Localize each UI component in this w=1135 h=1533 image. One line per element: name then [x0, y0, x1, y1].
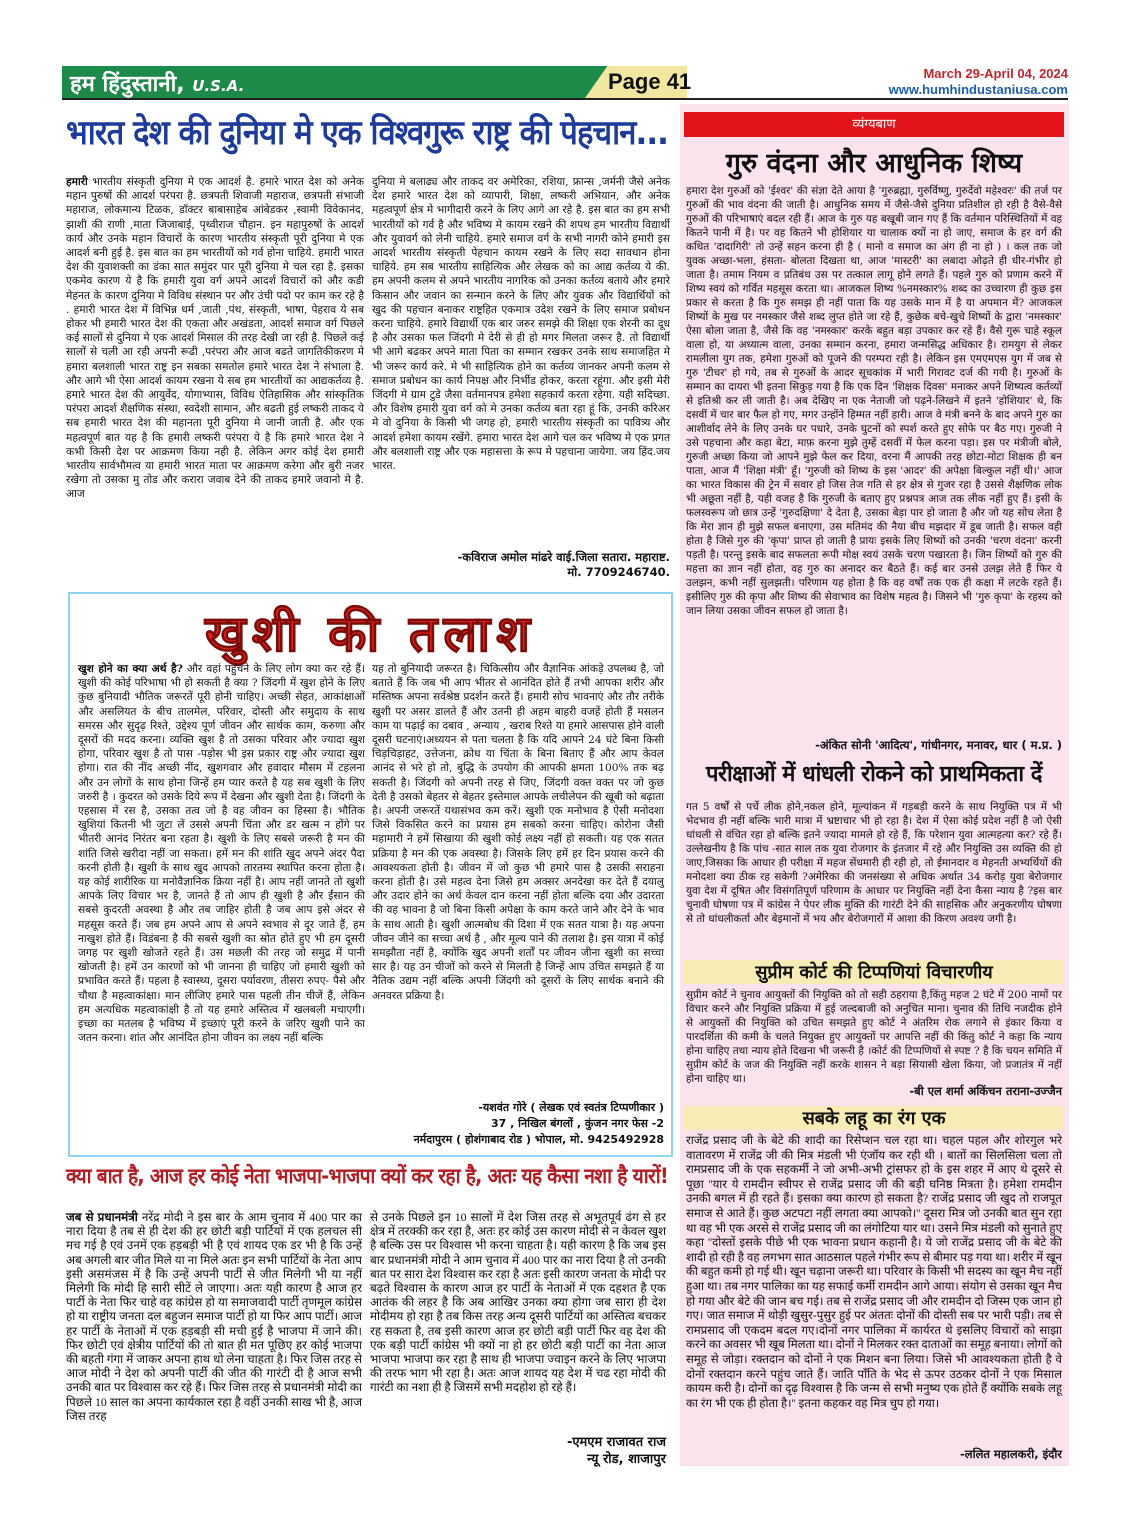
author: -एमएम राजावत राज: [566, 1435, 666, 1450]
article-title-wrap: [66, 108, 672, 154]
article-title: सुप्रीम कोर्ट की टिप्पणियां विचारणीय: [755, 962, 993, 983]
byline: [370, 1434, 666, 1468]
article-title: क्या बात है, आज हर कोई नेता भाजपा-भाजपा क्यों कर रहा है, अतः यह कैसा नशा है यारों!: [66, 1164, 668, 1188]
byline: [372, 1100, 664, 1148]
issue-date: March 29-April 04, 2024: [923, 66, 1068, 81]
author: -यशवंत गोरे ( लेखक एवं स्वतंत्र टिप्पणीकार ): [478, 1101, 664, 1114]
article-text: राजेंद्र प्रसाद जी के बेटे की शादी का रिसेप्शन चल रहा था। चहल पहल और शोरगुल भरे वातावरण में राजेंद्र जी की मित्र मंडली भी एंजॉय कर रही थी । बातों का सिलसिला चला तो रामप्रसाद जी के एक सहकर्मी ने जो अभी-अभी ट्रांसफर हो के इस शहर में आए थे दूसरे से पूछा ''यार ये रामदीन स्वीपर से राजेंद्र प्रसाद जी की बड़ी घनिष्ठ मित्रता है। हमेशा रामदीन उनकी बगल में ही रहते हैं। इसका क्या कारण हो सकता है? राजेंद्र प्रसाद जी खुद तो राजपूत समाज से आते हैं। कुछ अटपटा नहीं लगता क्या आपको।'' दूसरा मित्र जो उनकी बात सुन रहा था वह भी एक अरसे से राजेंद्र प्रसाद जी का लंगोटिया यार था। उसने मित्र मंडली को सुनाते हुए कहा ''दोस्तों इसके पीछे भी एक भावना प्रधान कहानी है। ये जो राजेंद्र प्रसाद जी के बेटे की शादी हो रही है वह लगभग सात आठसाल पहले गंभीर रूप से बीमार पड़ गया था। शरीर में खून की बहुत कमी हो गई थी। खून चढ़ाना जरूरी था। परिवार के किसी भी सदस्य का खून मैच नहीं हुआ था। तब नगर पालिका का यह सफाई कर्मी रामदीन आगे आया। संयोग से उसका खून मैच हो गया और बेटे की जान बच गई। तब से राजेंद्र प्रसाद जी और रामदीन दो जिस्म एक जान हो गए। जात समाज में थोड़ी खुसुर-पुसुर हुई पर अंततः दोनों की दोस्ती सब पर भारी पड़ी। तब से रामप्रसाद जी एकदम बदल गए।दोनों नगर पालिका में कार्यरत थे इसलिए विचारों को साझा करने का अवसर भी खूब मिलता था। दोनों ने मिलकर रक्त दाताओं का समूह बनाया। लोगों को समूह से जोड़ा। रक्तदान को दोनों ने एक मिशन बना लिया। जिसे भी आवश्यकता होती है वे दोनों रक्तदान करने पहुंच जाते हैं। जाति पाँति के भेद से ऊपर उठकर दोनों ने एक मिसाल कायम करी है। दोनों का दृढ़ विश्वास है कि जन्म से सभी मनुष्य एक होते हैं क्योंकि सबके लहू का रंग भी एक ही होता है।'' इतना कहकर वह मित्र चुप हो गया।: [686, 1134, 1062, 1410]
article-text: सुप्रीम कोर्ट ने चुनाव आयुक्तों की नियुक्ति को तो सही ठहराया है,किंतु महज 2 घंटे में 200 नामों पर विचार करने और नियुक्ति प्रक्रिया में हुई जल्दबाजी को अनुचित माना। चुनाव की तिथि नजदीक होने से आयुक्तों की नियुक्ति को उचित समझते हुए कोर्ट ने अंतरिम रोक लगाने से इंकार किया व पारदर्शिता की कमी के चलते नियुक्त हुए आयुक्तों पर आपत्ति नहीं की किंतु कोर्ट ने कहा कि न्याय होना चाहिए तथा न्याय होते दिखना भी जरूरी है ।कोर्ट की टिप्पणियों से स्पष्ट ? है कि चयन समिति में सुप्रीम कोर्ट के जज की नियुक्ति नहीं करके शासन ने बड़ा सियासी खेला किया, जो प्रजातंत्र में नहीं होना चाहिए था।: [686, 989, 1062, 1085]
byline: -बी एल शर्मा अकिंचन तराना-उज्जैन: [909, 1084, 1062, 1098]
author-contact: नर्मदापुरम ( होशंगाबाद रोड ) भोपाल, मो. 9425492928: [413, 1133, 664, 1146]
article-title-wrap: [684, 1106, 1064, 1130]
article-title: खुशी की तलाश: [204, 605, 537, 663]
article-column: [370, 1210, 666, 1423]
article-title: सबके लहू का रंग एक: [802, 1108, 946, 1129]
section-label: व्यंग्यबाण: [684, 112, 1064, 137]
byline: -अंकित सोनी 'आदित्य', गांधीनगर, मनावर, धार ( म.प्र. ): [815, 738, 1062, 752]
article-text: गत 5 वर्षों से पर्चे लीक होने,नकल होने, मूल्यांकन में गड़बड़ी करने के साथ नियुक्ति पत्र में भी भेदभाव ही नहीं बल्कि भारी मात्रा में भ्रष्टाचार भी हो रहा है। देश में ऐसा कोई प्रदेश नहीं है जो ऐसी धांधली से वंचित रहा हो बल्कि इतने ज्यादा मामले हो रहे हैं, कि परेशान युवा आत्महत्या कर? रहे हैं। उल्लेखनीय है कि पांच -सात साल तक युवा रोजगार के इंतजार में रहे और नियुक्ति उस व्यक्ति की हो जाए,जिसका कि आधार ही परीक्षा में महज सेंधमारी ही रही हो, तो ईमानदार व मेहनती अभ्यर्थियों की मनोदशा क्या ठीक रह सकेगी ?अमेरिका की जनसंख्या से अधिक अर्थात 34 करोड़ युवा बेरोजगार युवा देश में दूषित और विसंगतिपूर्ण परिणाम के आधार पर नियुक्ति नहीं देना कैसा न्याय है ?इस बार चुनावी घोषणा पत्र में कांग्रेस ने पेपर लीक मुक्ति की गारंटी देने की साहसिक और अनुकरणीय घोषणा से तो धांधलीकर्ता और बेइमानों में भय और बेरोजगारों में आशा की किरण अवश्य जगी है।: [686, 801, 1062, 925]
brand-suffix: U.S.A.: [192, 77, 245, 95]
article-title-wrap: [68, 598, 673, 666]
article-text: दुनिया मे बलाढ्य और ताकद वर अमेरिका, रशिया, फ्रान्स ,जर्मनी जैसे अनेक देश हमारे भारत देश को व्यापारी, शिक्षा, लष्करी अभियान, और अनेक महत्वपूर्ण क्षेत्र मे भागीदारी करने के लिए आगे आ रहे है. इस बात का हम सभी भारतीयों को गर्व है और भविष्य मे कायम रखने की शपथ हम भारतीय विद्यार्थी और युवावर्ग को लेनी चाहिये. हमारे समाज वर्ग के सभी नागरी कोने हमारी इस आदर्श भारतीय संस्कृती पेहचान कायम रखने के लिए सदा सावधान होना चाहिये. हम सब भारतीय साहित्यिक और लेखक को का आद्य कर्तव्य ये की. हम अपनी कलम से अपने भारतीय नागरिक को उनका कर्तव्य बताये और हमारे किसान और जवान का सन्मान करने के लिए और युवक और विद्यार्थियों को खुद की पहचान बनाकर राष्ट्रहित एकमात्र उदेश रखने के लिए समाज प्रबोधन करना चाहिये. हमारे विद्यार्थी एक बार जरुर समझे की शिक्षा एक शेरनी का दूध है और उसका फल जिंदगी मे देरी से ही हो मगर मिलता जरूर है. तो विद्यार्थी भी आगे बढकर अपने माता पिता का सम्मान रखकर उनके साथ समाजहित मे भी जरूर कार्य करे. मे भी साहित्यिक होने का कर्तव्य जानकर अपनी कलम से समाज प्रबोधन का कार्य निपक्ष और निर्भीड होकर, करता रहूंगा. और इसी मेरी जिंदगी मे ग्राम टुडे जैसा वर्तमानपत्र हमेशा सहकार्य करता रहेगा. यही सदिच्छा. और विशेष हमारी युवा वर्ग को मे उनका कर्तव्य बता रहा हूं कि, उनकी करिअर मे वो दुनिया के किसी भी जगह हो, हमारी भारतीय संस्कृती का पावित्र्य और आदर्श हमेशा कायम रखेंगे. हमारा भारत देश आगे चल कर भविष्य मे एक प्रगत और बलशाली राष्ट्र और एक महासत्ता के रूप मे पहचाना जायेगा. जय हिंद.जय भारत.: [372, 176, 670, 473]
page-number: Page 41: [608, 69, 692, 94]
article-title: भारत देश की दुनिया मे एक विश्वगुरू राष्ट्र की पेहचान...: [66, 113, 668, 153]
article-text: भारतीय संस्कृती दुनिया मे एक आदर्श है. हमारे भारत देश को अनेक महान पुरुषों की आदर्श परंपरा है. छत्रपती शिवाजी महाराज, छत्रपती संभाजी महाराज, लोकमान्य टिळक, डॉक्टर बाबासाहेब आंबेडकर ,स्वामी विवेकानंद, झाशी की राणी ,माता जिजाबाई, पृथ्वीराज चौहान. इन महापुरुषों के आदर्श कार्य और उनके महान विचारों के कारण भारतीय संस्कृती पूरी दुनिया मे एक आदर्श बनी हुई है. इस बात का हम भारतीयों को गर्व होना चाहिये. हमारी भारत देश की युवाशक्ती का डंका सात समुंदर पार पूरी दुनिया मे चल रहा है. इसका एकमेव कारण ये है कि हमारी युवा वर्ग अपने आदर्श विचारों को और कडी मेहनत के कारण दुनिया मे विविध संस्थान पर और उंची पदो पर काम कर रहे है . हमारी भारत देश में विभिन्न धर्म ,जाती ,पंथ, संस्कृती, भाषा, पेहराव ये सब होकर भी हमारी भारत देश की एकता और अखंडता, आदर्श समाज वर्ग पिछले कई सालों से दुनिया मे एक आदर्श मिसाल की तरह देखी जा रही है. पिछले कई सालों से चली आ रही अपनी रूढी ,परंपरा और आज बढते जागतिकीकरण मे हमारा बलशाली भारत राष्ट्र इन सबका समतोल हमारे भारत देश ने संभाला है. और आगे भी ऐसा आदर्श कायम रखना ये सब हम भारतीयों का आद्यकर्तव्य है. हमारे भारत देश की आयुर्वेद, योगाभ्यास, विविध ऐतिहासिक और सांस्कृतिक परंपरा आदर्श शैक्षणिक संस्था, स्वदेशी सामान, और बढती हुई लष्करी ताकद ये सब हमारी भारत देश की महानता पूरी दुनिया मे जानी जाती है. और एक महत्वपूर्ण बात यह है कि हमारी लष्करी परंपरा ये है कि हमारे भारत देश ने कभी किसी देश पर आक्रमण किया नही है. लेकिन अगर कोई देश हमारी भारतीय सार्वभौमत्व या हमारी भारत माता पर आक्रमण करेगा और बुरी नजर रखेगा तो उसका मु तोड और करारा जवाब देने की ताकद हमारे जवानो मे है. आज: [66, 176, 364, 501]
masthead-title: [70, 68, 244, 98]
article-text: हमारा देश गुरुओं को 'ईश्वर' की संज्ञा देते आया है 'गुरुब्रह्मा, गुरुर्विष्णु, गुरुर्देवो महेश्वरः' की तर्ज पर गुरुओं की भाव वंदना की जाती है। आधुनिक समय में जैसे-जैसे दुनिया प्रतिशील हो रही है वैसे-वैसे गुरुओं की परिभाषाएं बदल रही हैं। आज के गुरु यह बखूबी जान गए हैं कि वर्तमान परिस्थितियों में वह कितने पानी में है। पर वह कितने भी होशियार या चालाक क्यों ना हो जाए, समाज के हर वर्ग की कथित 'दादागिरी' तो उन्हें सहन करना ही है ( मानो व समाज का अंग ही ना हो ) । कल तक जो युवक अच्छा-भला, हंसता- बोलता दिखता था, आज 'मास्टरी' का लबादा ओढ़ते ही धीर-गंभीर हो जाता है। तमाम नियम व प्रतिबंध उस पर तत्काल लागू होने लगते हैं। पहले गुरु को प्रणाम करने में शिष्य स्वयं को गर्वित महसूस करता था। आजकल शिष्य %नमस्कार% शब्द का उच्चारण ही कुछ इस प्रकार से करता है कि गुरु समझ ही नहीं पाता कि यह उसके मान में है या अपमान में? आजकल शिष्यों के मुख पर नमस्कार जैसे शब्द लुप्त होते जा रहे हैं, कुछेक बचे-खुचे शिष्यों के द्वारा 'नमस्कार' ऐसा बोला जाता है, जैसे कि वह 'नमस्कार' करके बहुत बड़ा उपकार कर रहे हैं। वैसे गुरू चाहे स्कूल वाला हो, या अध्यात्म वाला, उनका सम्मान करना, हमारा जन्मसिद्ध अधिकार है। रामयुग से लेकर रामलीला युग तक, हमेशा गुरुओं को पूजने की परम्परा रही है। लेकिन इस एमएमएस युग में जब से गुरु 'टीचर' हो गये, तब से गुरुओं के आदर सूचकांक में भारी गिरावट दर्ज की गयी है। गुरुओं के सम्मान का दायरा भी इतना सिकुड़ गया है कि एक दिन 'शिक्षक दिवस' मनाकर अपने शिष्यत्व कर्तव्यों से इतिश्री कर ली जाती है। अब देखिए ना एक नेताजी जो पढ़ने-लिखने में इतने 'होशियार' थे, कि दसवीं में चार बार फैल हो गए, मगर उन्होंने हिम्मत नहीं हारी। आज वे मंत्री बनने के बाद अपने गुरु का आशीर्वाद लेने के लिए उनके घर पधारे, उनके घुटनों को स्पर्श करते हुए सोफे पर बैठ गए। गुरुजी ने उसे पहचाना और कहा बेटा, माफ़ करना मुझे तुम्हें दसवीं में फेल करना पड़ा। इस पर मंत्रीजी बोले, गुरुजी अच्छा किया जो आपने मुझे फेल कर दिया, वरना मैं आपकी तरह छोटा-मोटा शिक्षक ही बन पाता, आज मैं 'शिक्षा मंत्री' हूँ। 'गुरुजी को शिष्य के इस 'आदर' की अपेक्षा बिल्कुल नहीं थी।' आज का भारत विकास की ट्रेन में सवार हो जिस तेज गति से हर क्षेत्र से गुजर रहा है उससे शैक्षणिक लोक भी अछूता नहीं है, यही वजह है कि गुरुजी के बताए हुए प्रश्नपत्र आज तक लीक नहीं हुए हैं। इसी के फलस्वरूप जो छात्र उन्हें 'गुरुदक्षिणा' दे देता है, उसका बेड़ा पार हो जाता है और जो यह सोच लेता है कि मेरा ज्ञान ही मुझे सफल बनाएगा, उस मतिमंद की नैया बीच मझदार में डूब जाती है। सफल वही होता है जिसे गुरु की 'कृपा' प्राप्त हो जाती है प्रायः इसके लिए शिष्यों को उनकी 'चरण वंदना' करनी पड़ती है। परन्तु इसके बाद सफलता रूपी मोक्ष स्वयं उसके चरण पखारता है। जिन शिष्यों को गुरु की महत्ता का ज्ञान नहीं होता, वह गुरु का अनादर कर बैठते हैं। कई बार उनसे उलझ लेते हैं फिर ये उलझन, कभी नहीं सुलझती। परिणाम यह होता है कि वह वर्षों तक एक ही कक्षा में लटके रहते हैं। इसीलिए गुरु की कृपा और शिष्य की सेवाभाव का विशेष महत्व है। जिसने भी 'गुरु कृपा' के रहस्य को जान लिया उसका जीवन सफल हो जाता है।: [686, 185, 1062, 617]
byline: [372, 550, 670, 580]
article-title: गुरु वंदना और आधुनिक शिष्य: [725, 148, 1023, 179]
article-title-wrap: [684, 960, 1064, 984]
lead-phrase: खुश होने का क्या अर्थ है?: [78, 663, 183, 675]
author-phone: मो. 7709246740.: [567, 565, 670, 579]
article-title-wrap: [684, 758, 1064, 788]
article-column: [78, 662, 365, 1145]
article-title-wrap: [684, 143, 1064, 180]
author-address: 37 , निखिल बंगलों , कुंजन नगर फेस -2: [491, 1117, 664, 1130]
article-text: से उनके पिछले इन 10 सालों में देश जिस तरह से अभूतपूर्व ढंग से हर क्षेत्र में तरक्की कर रहा है, अतः हर कोई उस कारण मोदी से न केवल खुश है बल्कि उस पर विश्वास भी करना चाहता है। यही कारण है कि जब इस बार प्रधानमंत्री मोदी ने आम चुनाव में 400 पार का नारा दिया है तो उनकी बात पर सारा देश विश्वास कर रहा है अतः इसी कारण जनता के मोदी पर बढ़ते विश्वास के कारण आज हर पार्टी के नेताओं में एक दहशत है एक आतंक की लहर है कि अब आखिर उनका क्या होगा जब सारा ही देश मोदीमय हो रहा है तब किस तरह अन्य दूसरी पार्टियों का अस्तित्व बचकर रह सकता है, तब इसी कारण आज हर छोटी बड़ी पार्टी फिर वह देश की एक बड़ी पार्टी कांग्रेस भी क्यों ना हो हर छोटी बड़ी पार्टी का नेता आज भाजपा भाजपा कर रहा है साथ ही भाजपा ज्वाइन करने के लिए भाजपा की तरफ भाग भी रहा है। अतः आज शायद यह देश में चढ रहा मोदी की गारंटी का नशा ही है जिसमें सभी मदहोश हो रहे हैं।: [370, 1210, 666, 1395]
lead-word: हमारी: [66, 176, 88, 188]
article-column: [372, 175, 670, 545]
author: -कविराज अमोल मांढरे वाई.जिला सतारा. महाराष्ट.: [457, 550, 670, 564]
author-address: न्यू रोड, शाजापुर: [587, 1452, 666, 1467]
article-text: और वहां पहुंचने के लिए लोग क्या कर रहे हैं। खुशी की कोई परिभाषा भी हो सकती है क्या ? जिंदगी में खुश होने के लिए कुछ बुनियादी भौतिक जरूरतें पूरी होनी चाहिए। अच्छी सेहत, आकांक्षाओं और असलियत के बीच तालमेल, परिवार, दोस्ती और समुदाय के साथ समरस और सुदृढ़ रिश्ते, उद्देश्य पूर्ण जीवन और सार्थक काम, करुणा और दूसरों की मदद करना। व्यक्ति खुश है तो उसका परिवार और ज्यादा खुश होगा, परिवार खुश है तो पास -पड़ोस भी इस प्रकार राष्ट्र और ज्यादा खुश होगा। रात की नींद अच्छी नींद, खुशगवार और हवादार मौसम में टहलना और उन लोगों के साथ होना जिन्हें हम प्यार करते है यह सब खुशी के लिए जरुरी है । कुदरत को उसके दिये रूप में देखना और खुशी देता है। जिंदगी के एहसास में रस है, उसका तत्व जो है वह जीवन का हिस्सा है। भौतिक खुशियां कितनी भी जुटा लें उससे अपनी चिंता और डर खत्म न होंगे पर भीतरी आनंद निरंतर बना रहता है। खुशी के लिए सबसे जरूरी है मन की शांति जिसे खरीदा नहीं जा सकता। हमें मन की शांति खुद अपने अंदर पैदा करनी होती है। खुशी के साथ खुद आपको तारतम्य स्थापित करना होता है। यह कोई शारीरिक या मनोवैज्ञानिक क्रिया नहीं है। आप नहीं जानते तो खुशी आपके लिए विचार भर है, जानते हैं तो आप ही खुशी है और ईंसान की सबसे कुदरती अवस्था है और तब जाहिर होती है जब आप इसे अंदर से महसूस करते हैं। जब हम अपने आप से अपने स्वभाव से दूर जाते हैं, हम नाखुश होते हैं। विडंबना है की सबसे खुशी का स्रोत होते हुए भी हम दूसरी जगह पर खुशी खोजते रहते हैं। उस मछली की तरह जो समुद्र में पानी खोजती है। हमें उन कारणों को भी जानना ही चाहिए जो हमारी खुशी को प्रभावित करते हैं। पहला है स्वास्थ्य, दूसरा पर्यावरण, तीसरा रुपए- पैसे और चौथा है महत्वाकांक्षा। मान लीजिए हमारे पास पहली तीन चीजें हैं, लेकिन हम अत्यधिक महत्वाकांक्षी है तो यह हमारे अस्तित्व में खलबली मचाएगी। इच्छा का मतलब है भविष्य में इच्छाएं पूरी करने के जरिए खुशी पाने का जतन करना। शांत और आनंदित होना जीवन का लक्ष्य नहीं बल्कि: [78, 663, 365, 1045]
article-column: [66, 1210, 362, 1485]
article-column: [372, 662, 664, 1088]
website-link[interactable]: www.humhindustaniusa.com: [888, 82, 1068, 97]
article-title-wrap: [66, 1162, 672, 1190]
byline: -ललित महालकरी, इंदौर: [960, 1447, 1062, 1461]
article-text: यह तो बुनियादी जरूरत है। चिकित्सीय और वैज्ञानिक आंकड़े उपलब्ध है, जो बताते हैं कि जब भी आप भीतर से आनंदित होते हैं तभी आपका शरीर और मस्तिष्क अपना सर्वश्रेष्ठ प्रदर्शन करते हैं। हमारी सोच भावनाएं और तौर तरीके खुशी पर असर डालते हैं और उतनी ही अहम बाहरी वजहें होती हैं मसलन काम या पढ़ाई का दबाव , अन्याय , खराब रिश्ते या हमारे आसपास होने वाली दूसरी घटनाएं।अध्ययन से पता चलता है कि यदि आपने 24 घंटे बिना किसी चिड़चिड़ाहट, उत्तेजना, क्रोध या चिंता के बिना बिताए हैं और आप केवल आनंद से भरे हो तो, बुद्धि के उपयोग की आपकी क्षमता 100% तक बढ़ सकती है। जिंदगी को अपनी तरह से जिए, जिंदगी वक्त वक्त पर जो कुछ देती है उसको बेहतर से बेहतर इस्तेमाल आपके लचीलेपन की खूबी को बढ़ाता है। अपनी जरूरतें यथासंभव कम करें। खुशी एक मनोभाव है ऐसी मनोदशा जिसे विकसित करने का प्रयास हम सबको करना चाहिए। कोरोना जैसी महामारी ने हमें सिखाया की खुशी कोई लक्ष्य नहीं हो सकती। यह एक सतत प्रक्रिया है मन की एक अवस्था है। जिसके लिए हमें हर दिन प्रयास करने की आवश्यकता होती है। जीवन में जो कुछ भी हमारे पास है उसकी सराहना करना होती है। उसे महत्व देना जिसे हम अक्सर अनदेखा कर देते हैं दयालु और उदार होने का अर्थ केवल दान करना नहीं होता बल्कि दया और उदारता की वह भावना है जो बिना किसी अपेक्षा के काम करते जाने और देने के भाव के साथ आती है। खुशी आत्मबोध की दिशा में एक सतत यात्रा है। यह अपना जीवन जीने का सच्चा अर्थ है , और मूल्य पाने की तलाश है। इस यात्रा में कोई समझौता नहीं है, क्योंकि खुद अपनी शर्तों पर जीवन जीना खुशी का सच्चा सार है। यह उन चीजों को करने से मिलती है जिन्हें आप उचित समझते हैं या नैतिक उद्यम नहीं बल्कि अपनी जिंदगी को दूसरों के लिए सार्थक बनाने की अनवरत प्रक्रिया है।: [372, 663, 664, 1002]
lead-phrase: जब से प्रधानमंत्री: [66, 1210, 138, 1224]
article-text: नरेंद्र मोदी ने इस बार के आम चुनाव में 400 पार का नारा दिया है तब से ही देश की हर छोटी बड़ी पार्टियों में एक हलचल सी मच गई है एवं उनमें एक हड़बड़ी भी है एवं शायद एक डर भी है कि उन्हें अब अगली बार जीत मिले या ना मिले अतः इन सभी पार्टियों के नेता आप इसी असमंजस में है कि उन्हें अपनी पार्टी से जीत मिलेगी भी या नहीं मिलेगी कि मोदी हि सारी सीटें ले जाएगा। अतः यही कारण है आज हर पार्टी के नेता फिर चाहे वह कांग्रेस हो या समाजवादी पार्टी तृणमूल कांग्रेस हो या राष्ट्रीय जनता दल बहुजन समाज पार्टी हो या फिर आप पार्टी। आज हर पार्टी के नेताओं में एक हड़बड़ी सी मची हुई है भाजपा में जाने की। फिर छोटी एवं क्षेत्रीय पार्टियों की तो बात ही मत पूछिए हर कोई भाजपा की बहती गंगा में जाकर अपना हाथ धो लेना चाहता है। फिर जिस तरह से आज मोदी ने देश को अपनी पार्टी की जीत की गारंटी दी है आज सभी उनकी बात पर विश्वास कर रहे हैं। फिर जिस तरह से प्रधानमंत्री मोदी का पिछले 10 साल का अपना कार्यकाल रहा है वहीं उनकी साख भी है, आज जिस तरह: [66, 1210, 362, 1423]
article-column: [66, 175, 364, 587]
brand-name: हम हिंदुस्तानी,: [70, 72, 185, 97]
article-title: परीक्षाओं में धांधली रोकने को प्राथमिकता दें: [706, 762, 1042, 787]
header-divider: [62, 98, 1068, 100]
